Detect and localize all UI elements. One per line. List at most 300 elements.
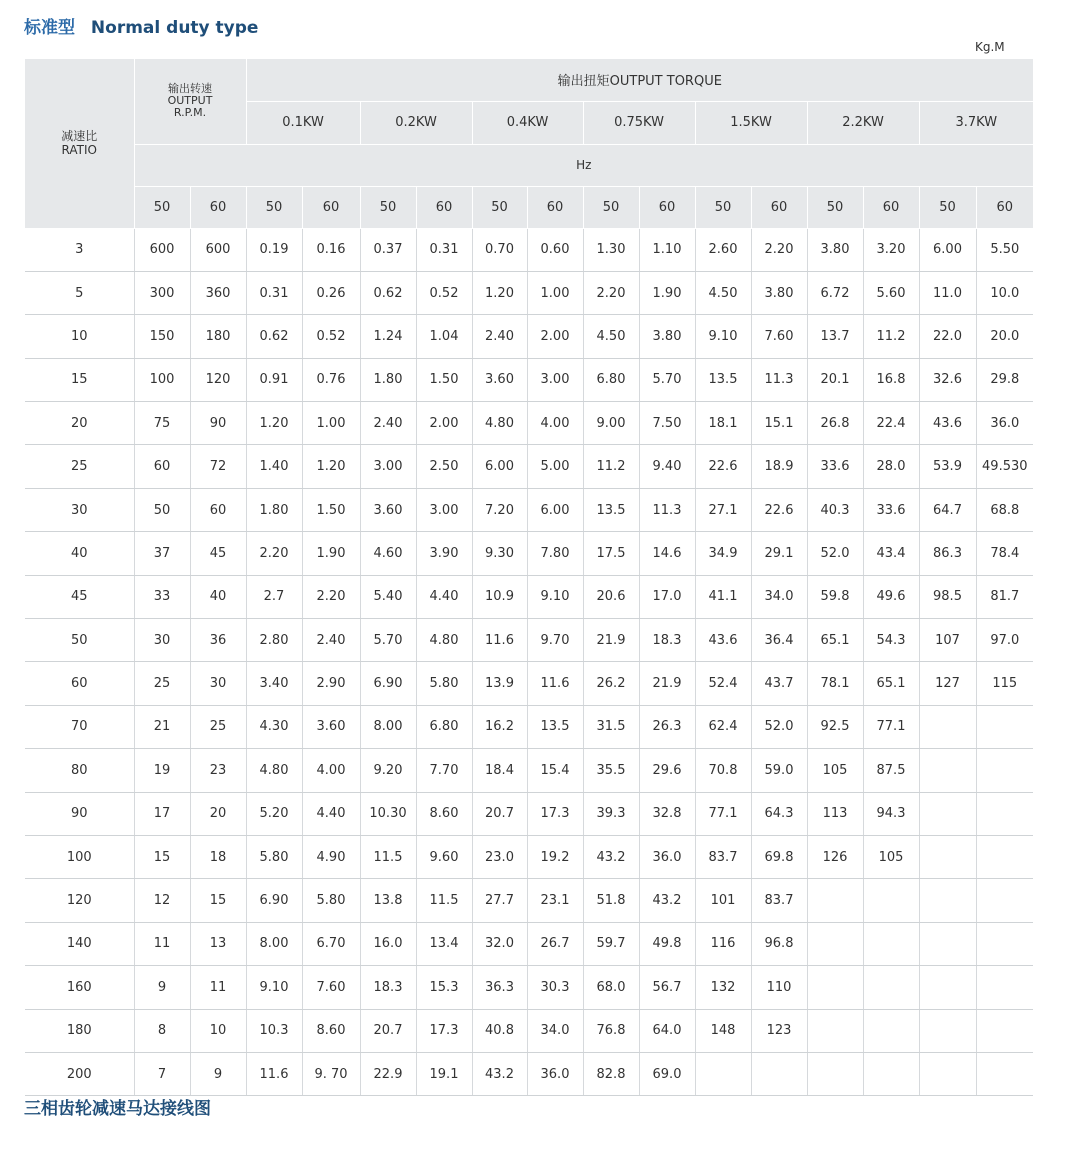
ratio-cell: 80 [25,749,134,792]
title-chinese: 标准型 [24,18,75,38]
kw-header: 2.2KW [807,101,919,144]
torque-cell: 52.0 [807,532,863,575]
torque-cell: 3.40 [246,662,302,705]
rpm-cell: 45 [190,532,246,575]
torque-cell: 132 [695,966,751,1009]
torque-cell [807,1052,863,1095]
torque-cell: 16.8 [863,358,919,401]
rpm-cell: 100 [134,358,190,401]
table-row [25,532,1033,575]
torque-cell: 52.4 [695,662,751,705]
torque-cell: 0.91 [246,358,302,401]
table-row [25,662,1033,705]
torque-cell: 1.40 [246,445,302,488]
torque-cell: 18.3 [639,619,695,662]
torque-cell [976,835,1033,878]
torque-cell: 43.4 [863,532,919,575]
torque-cell: 59.7 [583,922,639,965]
torque-cell: 19.1 [416,1052,472,1095]
table-row [25,358,1033,401]
torque-cell: 1.50 [302,488,360,531]
torque-cell: 0.31 [246,271,302,314]
torque-cell: 43.6 [695,619,751,662]
wiring-diagram-heading: 三相齿轮减速马达接线图 [24,1099,211,1119]
rpm-cell: 50 [134,488,190,531]
torque-cell: 9.60 [416,835,472,878]
torque-cell [919,966,976,1009]
torque-cell: 69.8 [751,835,807,878]
torque-cell: 96.8 [751,922,807,965]
rpm-header-en1: OUTPUT [167,94,213,108]
torque-cell: 4.40 [302,792,360,835]
table-row [25,749,1033,792]
torque-cell: 97.0 [976,619,1033,662]
torque-cell: 7.60 [751,315,807,358]
rpm-cell: 19 [134,749,190,792]
torque-cell: 148 [695,1009,751,1052]
torque-cell: 9. 70 [302,1052,360,1095]
torque-cell: 115 [976,662,1033,705]
torque-cell: 4.30 [246,705,302,748]
rpm-cell: 180 [190,315,246,358]
torque-cell: 0.37 [360,228,416,271]
torque-cell [863,879,919,922]
rpm-cell: 600 [134,228,190,271]
rpm-header-en2: R.P.M. [173,106,207,120]
rpm-cell: 300 [134,271,190,314]
torque-cell: 27.1 [695,488,751,531]
torque-cell [807,1009,863,1052]
torque-cell: 1.00 [527,271,583,314]
torque-cell: 13.8 [360,879,416,922]
rpm-cell: 13 [190,922,246,965]
ratio-cell: 140 [25,922,134,965]
torque-cell: 22.0 [919,315,976,358]
frequency-header: 60 [863,186,919,228]
torque-cell: 9.10 [246,966,302,1009]
torque-cell: 43.2 [639,879,695,922]
torque-cell [976,1009,1033,1052]
rpm-cell: 9 [134,966,190,1009]
ratio-cell: 200 [25,1052,134,1095]
torque-cell: 105 [863,835,919,878]
torque-cell [976,966,1033,1009]
torque-cell: 3.80 [639,315,695,358]
torque-cell: 5.00 [527,445,583,488]
torque-cell: 43.2 [472,1052,527,1095]
torque-cell: 23.1 [527,879,583,922]
torque-cell: 2.00 [527,315,583,358]
torque-cell: 16.2 [472,705,527,748]
torque-cell: 7.70 [416,749,472,792]
torque-cell: 3.00 [416,488,472,531]
torque-cell: 2.60 [695,228,751,271]
torque-cell: 22.9 [360,1052,416,1095]
torque-cell: 13.5 [695,358,751,401]
torque-cell: 2.80 [246,619,302,662]
rpm-cell: 33 [134,575,190,618]
torque-cell: 2.20 [246,532,302,575]
torque-cell: 21.9 [639,662,695,705]
torque-cell: 1.90 [639,271,695,314]
torque-cell: 9.00 [583,402,639,445]
torque-cell: 36.0 [527,1052,583,1095]
rpm-cell: 120 [190,358,246,401]
torque-cell: 11.6 [472,619,527,662]
torque-cell: 2.20 [302,575,360,618]
table-header [25,59,1033,228]
torque-cell: 2.7 [246,575,302,618]
output-rpm-header [134,59,246,144]
torque-cell: 18.3 [360,966,416,1009]
torque-cell: 20.7 [360,1009,416,1052]
torque-cell: 10.3 [246,1009,302,1052]
torque-cell: 0.62 [246,315,302,358]
torque-cell: 34.0 [751,575,807,618]
torque-cell [976,749,1033,792]
torque-cell: 7.80 [527,532,583,575]
torque-cell: 33.6 [863,488,919,531]
torque-cell: 36.0 [639,835,695,878]
torque-cell: 127 [919,662,976,705]
torque-cell: 36.3 [472,966,527,1009]
torque-cell: 2.20 [751,228,807,271]
torque-cell: 31.5 [583,705,639,748]
torque-cell: 56.7 [639,966,695,1009]
table-row [25,879,1033,922]
torque-cell [976,1052,1033,1095]
torque-cell: 2.40 [472,315,527,358]
torque-cell: 6.80 [416,705,472,748]
table-body [25,228,1033,1096]
torque-cell: 10.30 [360,792,416,835]
rpm-cell: 40 [190,575,246,618]
torque-cell: 30.3 [527,966,583,1009]
torque-cell: 2.50 [416,445,472,488]
torque-cell [807,966,863,1009]
frequency-header: 60 [527,186,583,228]
torque-cell: 40.8 [472,1009,527,1052]
torque-cell: 70.8 [695,749,751,792]
table-row [25,271,1033,314]
torque-cell: 0.52 [416,271,472,314]
torque-cell: 4.50 [583,315,639,358]
torque-cell: 15.4 [527,749,583,792]
torque-cell: 33.6 [807,445,863,488]
rpm-cell: 12 [134,879,190,922]
torque-cell: 126 [807,835,863,878]
kw-header: 0.2KW [360,101,472,144]
torque-cell: 15.1 [751,402,807,445]
torque-cell: 54.3 [863,619,919,662]
torque-cell: 64.0 [639,1009,695,1052]
torque-cell: 17.3 [416,1009,472,1052]
rpm-cell: 11 [134,922,190,965]
torque-cell: 11.6 [527,662,583,705]
torque-cell [695,1052,751,1095]
torque-cell: 1.10 [639,228,695,271]
torque-cell: 1.80 [246,488,302,531]
torque-cell: 116 [695,922,751,965]
torque-cell: 0.16 [302,228,360,271]
torque-cell: 6.00 [472,445,527,488]
frequency-header: 50 [360,186,416,228]
torque-cell: 68.8 [976,488,1033,531]
ratio-cell: 70 [25,705,134,748]
torque-cell: 2.90 [302,662,360,705]
torque-cell [919,835,976,878]
torque-cell: 9.40 [639,445,695,488]
torque-cell: 3.80 [751,271,807,314]
torque-cell: 3.20 [863,228,919,271]
rpm-cell: 150 [134,315,190,358]
torque-cell: 1.50 [416,358,472,401]
torque-cell [863,1009,919,1052]
torque-cell: 2.00 [416,402,472,445]
torque-cell [919,792,976,835]
torque-cell: 94.3 [863,792,919,835]
torque-cell: 86.3 [919,532,976,575]
torque-cell: 20.0 [976,315,1033,358]
torque-cell: 8.60 [416,792,472,835]
frequency-header: 60 [639,186,695,228]
torque-cell: 17.3 [527,792,583,835]
torque-cell: 32.6 [919,358,976,401]
table-row [25,835,1033,878]
torque-cell: 18.9 [751,445,807,488]
torque-cell: 59.8 [807,575,863,618]
torque-cell [863,922,919,965]
table-row [25,619,1033,662]
torque-cell: 20.6 [583,575,639,618]
torque-cell: 11.6 [246,1052,302,1095]
ratio-cell: 180 [25,1009,134,1052]
torque-cell: 19.2 [527,835,583,878]
torque-cell: 0.52 [302,315,360,358]
torque-cell: 1.80 [360,358,416,401]
rpm-cell: 25 [134,662,190,705]
torque-cell: 34.9 [695,532,751,575]
rpm-cell: 15 [190,879,246,922]
table-row [25,792,1033,835]
table-row [25,575,1033,618]
torque-cell: 9.10 [527,575,583,618]
torque-cell: 13.4 [416,922,472,965]
torque-cell: 8.60 [302,1009,360,1052]
torque-cell: 11.3 [639,488,695,531]
rpm-cell: 60 [134,445,190,488]
torque-cell: 6.00 [527,488,583,531]
torque-spec-table [25,59,1033,1096]
torque-cell: 43.6 [919,402,976,445]
torque-cell [976,792,1033,835]
torque-cell: 64.3 [751,792,807,835]
kw-header: 3.7KW [919,101,1033,144]
table-row [25,705,1033,748]
torque-cell [976,705,1033,748]
torque-cell: 0.31 [416,228,472,271]
torque-cell: 43.7 [751,662,807,705]
torque-cell: 17.0 [639,575,695,618]
torque-cell: 26.7 [527,922,583,965]
torque-cell: 23.0 [472,835,527,878]
torque-cell: 20.1 [807,358,863,401]
torque-cell: 11.0 [919,271,976,314]
ratio-cell: 40 [25,532,134,575]
torque-cell: 1.30 [583,228,639,271]
torque-cell: 10.9 [472,575,527,618]
rpm-cell: 7 [134,1052,190,1095]
torque-cell: 9.10 [695,315,751,358]
torque-cell: 5.70 [639,358,695,401]
torque-cell: 1.20 [302,445,360,488]
torque-cell: 13.9 [472,662,527,705]
torque-cell: 15.3 [416,966,472,1009]
hz-header: Hz [134,144,1033,186]
ratio-header-en: RATIO [61,143,97,158]
ratio-cell: 10 [25,315,134,358]
torque-cell: 110 [751,966,807,1009]
torque-cell: 16.0 [360,922,416,965]
frequency-header: 60 [751,186,807,228]
frequency-header: 50 [246,186,302,228]
torque-cell: 29.1 [751,532,807,575]
frequency-header: 50 [919,186,976,228]
torque-cell: 9.30 [472,532,527,575]
ratio-header [25,59,134,228]
torque-cell: 82.8 [583,1052,639,1095]
torque-cell: 13.5 [583,488,639,531]
torque-cell: 5.80 [416,662,472,705]
torque-cell: 98.5 [919,575,976,618]
torque-cell: 5.80 [246,835,302,878]
torque-cell: 78.1 [807,662,863,705]
torque-cell: 0.70 [472,228,527,271]
rpm-cell: 30 [190,662,246,705]
torque-cell: 52.0 [751,705,807,748]
torque-cell: 49.530 [976,445,1033,488]
torque-cell: 11.2 [863,315,919,358]
frequency-header: 50 [695,186,751,228]
torque-cell [863,1052,919,1095]
torque-cell: 4.80 [472,402,527,445]
page-title [24,13,258,38]
torque-cell: 13.7 [807,315,863,358]
torque-cell: 3.60 [472,358,527,401]
torque-cell: 0.26 [302,271,360,314]
torque-cell: 3.60 [360,488,416,531]
torque-cell: 2.40 [360,402,416,445]
torque-cell: 22.4 [863,402,919,445]
rpm-cell: 72 [190,445,246,488]
torque-cell: 76.8 [583,1009,639,1052]
table-row [25,488,1033,531]
torque-cell: 26.2 [583,662,639,705]
ratio-cell: 45 [25,575,134,618]
torque-cell: 36.0 [976,402,1033,445]
torque-cell: 69.0 [639,1052,695,1095]
ratio-cell: 160 [25,966,134,1009]
unit-label: Kg.M [975,40,1005,54]
torque-cell: 2.20 [583,271,639,314]
torque-cell [919,922,976,965]
table-row [25,966,1033,1009]
torque-cell: 35.5 [583,749,639,792]
torque-cell: 1.00 [302,402,360,445]
torque-cell: 5.40 [360,575,416,618]
rpm-cell: 8 [134,1009,190,1052]
torque-cell: 9.70 [527,619,583,662]
torque-cell: 27.7 [472,879,527,922]
torque-cell: 11.5 [416,879,472,922]
torque-cell: 0.76 [302,358,360,401]
torque-cell: 17.5 [583,532,639,575]
torque-cell: 4.90 [302,835,360,878]
torque-cell: 18.4 [472,749,527,792]
rpm-cell: 36 [190,619,246,662]
torque-cell: 22.6 [695,445,751,488]
torque-cell: 105 [807,749,863,792]
torque-cell: 41.1 [695,575,751,618]
torque-cell: 49.6 [863,575,919,618]
kw-header: 0.1KW [246,101,360,144]
torque-cell: 32.0 [472,922,527,965]
rpm-cell: 23 [190,749,246,792]
torque-cell: 2.40 [302,619,360,662]
frequency-header: 60 [416,186,472,228]
torque-cell: 77.1 [695,792,751,835]
torque-cell: 39.3 [583,792,639,835]
torque-cell [919,749,976,792]
torque-cell: 7.50 [639,402,695,445]
table-row [25,228,1033,271]
rpm-cell: 17 [134,792,190,835]
frequency-header: 50 [134,186,190,228]
torque-cell: 7.20 [472,488,527,531]
torque-cell: 6.70 [302,922,360,965]
torque-cell: 83.7 [751,879,807,922]
torque-cell: 40.3 [807,488,863,531]
frequency-header: 50 [472,186,527,228]
frequency-header: 50 [583,186,639,228]
torque-cell: 101 [695,879,751,922]
ratio-cell: 60 [25,662,134,705]
torque-cell: 65.1 [863,662,919,705]
torque-cell: 4.00 [527,402,583,445]
ratio-cell: 120 [25,879,134,922]
ratio-cell: 30 [25,488,134,531]
table-row [25,315,1033,358]
torque-cell: 21.9 [583,619,639,662]
ratio-cell: 25 [25,445,134,488]
torque-cell: 107 [919,619,976,662]
rpm-cell: 20 [190,792,246,835]
torque-cell: 123 [751,1009,807,1052]
torque-cell: 26.3 [639,705,695,748]
torque-cell: 5.70 [360,619,416,662]
torque-cell: 36.4 [751,619,807,662]
torque-cell: 4.40 [416,575,472,618]
rpm-cell: 21 [134,705,190,748]
torque-cell: 5.80 [302,879,360,922]
torque-cell: 14.6 [639,532,695,575]
torque-cell: 1.20 [246,402,302,445]
rpm-cell: 90 [190,402,246,445]
frequency-header: 60 [976,186,1033,228]
ratio-cell: 3 [25,228,134,271]
torque-cell: 0.62 [360,271,416,314]
rpm-cell: 30 [134,619,190,662]
